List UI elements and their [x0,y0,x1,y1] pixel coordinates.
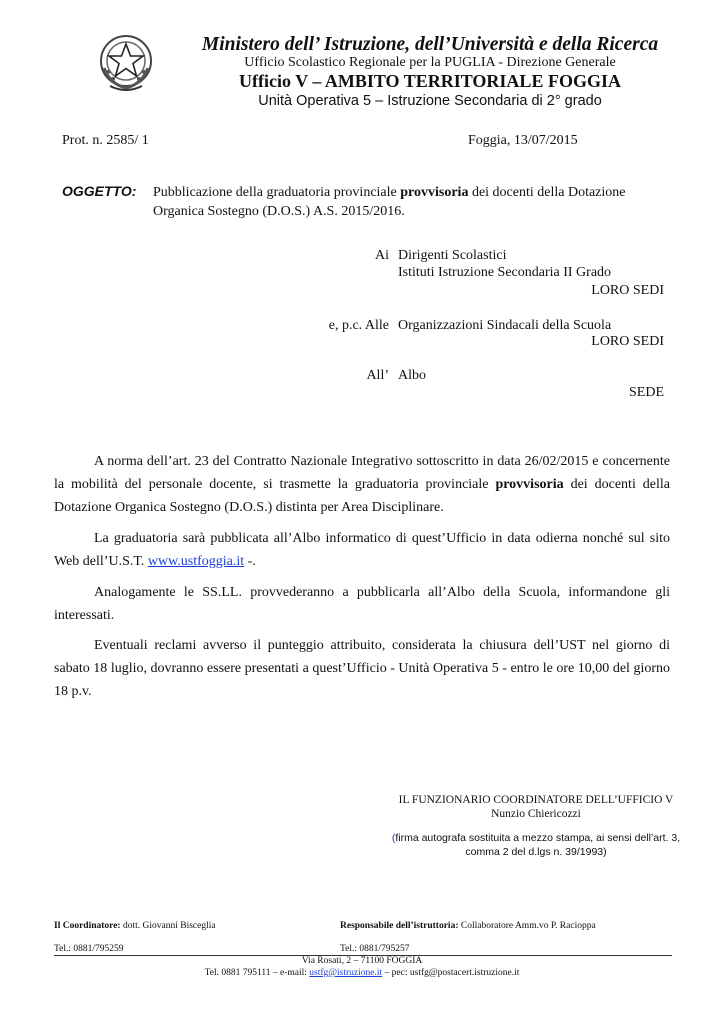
unit-title: Unità Operativa 5 – Istruzione Secondaria di 2° grado [258,93,602,109]
footer-responsible: Responsabile dell’istruttoria: Collaboratore Amm.vo P. Racioppa [340,921,596,931]
italian-republic-emblem-icon [96,32,156,94]
regional-office: Ufficio Scolastico Regionale per la PUGLIA - Direzione Generale [244,55,616,70]
recipient-destination: SEDE [629,385,664,400]
subject-label: OGGETTO: [62,183,137,199]
recipient-line: Dirigenti Scolastici [398,248,507,263]
signature-title: IL FUNZIONARIO COORDINATORE DELL’UFFICIO V [398,794,674,806]
recipient-line: Organizzazioni Sindacali della Scuola [398,318,612,333]
footer-contacts: Tel. 0881 795111 – e-mail: ustfg@istruzione.it – pec: ustfg@postacert.istruzione.it [204,968,520,978]
recipient-label-albo: All’ [366,368,389,383]
recipient-line: Istituti Istruzione Secondaria II Grado [398,265,612,280]
ministry-title: Ministero dell’ Istruzione, dell’Università e della Ricerca [201,34,659,55]
ust-website-link[interactable]: www.ustfoggia.it [147,554,245,569]
signature-name: Nunzio Chiericozzi [491,808,581,820]
body-paragraph-3: Analogamente le SS.LL. provvederanno a pubblicarla all’Albo della Scuola, informandone gli interessati. [54,585,670,623]
office-title: Ufficio V – AMBITO TERRITORIALE FOGGIA [239,71,621,91]
recipient-destination: LORO SEDI [591,334,664,349]
footer-coordinator-tel: Tel.: 0881/795259 [54,944,124,954]
body-paragraph-4: Eventuali reclami avverso il punteggio attribuito, considerata la chiusura dell’UST nel giorno di sabato 18 luglio, dovranno essere presentati a quest’Ufficio - Unità Operativa 5 - entro le ore 10,00 del giorno 18 p.v. [54,638,670,699]
recipient-destination: LORO SEDI [591,283,664,298]
place-date: Foggia, 13/07/2015 [468,133,578,148]
body-paragraph-2: La graduatoria sarà pubblicata all’Albo informatico di quest’Ufficio in data odierna nonché sul sito Web dell’U.S.T. www.ustfoggia.it -. [54,531,670,569]
footer-responsible-tel: Tel.: 0881/795257 [340,944,410,954]
footer-coordinator: Il Coordinatore: dott. Giovanni Bisceglia [54,921,216,931]
protocol-number: Prot. n. 2585/ 1 [62,133,149,148]
body-paragraph-1: A norma dell’art. 23 del Contratto Nazionale Integrativo sottoscritto in data 26/02/2015 e concernente la mobilità del personale docente, si trasmette la graduatoria provinciale provvisoria dei docenti della Dotazione Organica Sostegno (D.O.S.) distinta per Area Disciplinare. [54,454,670,515]
recipient-label-ai: Ai [375,248,389,263]
recipient-label-pc: e, p.c. Alle [328,318,389,333]
recipient-line: Albo [398,368,426,383]
email-link[interactable]: ustfg@istruzione.it [309,968,383,978]
subject-text: Pubblicazione della graduatoria provinciale provvisoria dei docenti della Dotazione Organica Sostegno (D.O.S.) A.S. 2015/2016. [153,185,626,219]
footer-address: Via Rosati, 2 – 71100 FOGGIA [301,956,423,966]
signature-note: (firma autografa sostituita a mezzo stampa, ai sensi dell’art. 3, [391,832,681,844]
signature-note: comma 2 del d.lgs n. 39/1993) [465,846,607,858]
